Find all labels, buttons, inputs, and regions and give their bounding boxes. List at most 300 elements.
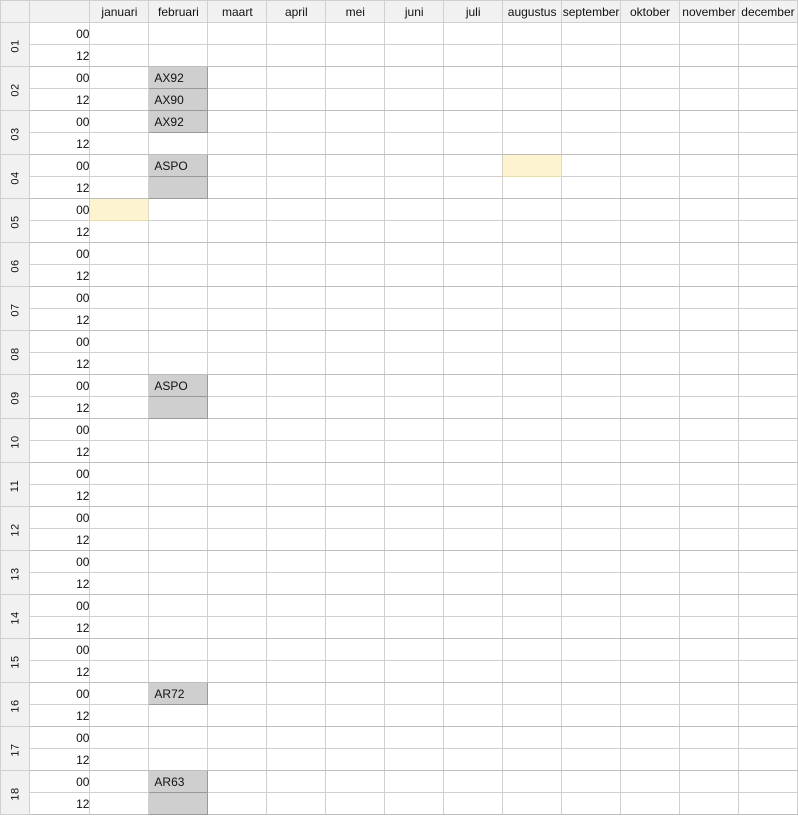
empty-cell[interactable] [738, 463, 797, 485]
empty-cell[interactable] [385, 705, 444, 727]
empty-cell[interactable] [738, 749, 797, 771]
grid-row[interactable] [1, 309, 798, 331]
header-month-september[interactable]: september [562, 1, 621, 23]
empty-cell[interactable] [621, 177, 680, 199]
empty-cell[interactable] [267, 243, 326, 265]
empty-cell[interactable] [562, 573, 621, 595]
empty-cell[interactable] [503, 617, 562, 639]
empty-cell[interactable] [326, 507, 385, 529]
grid-row[interactable] [1, 749, 798, 771]
empty-cell[interactable] [562, 661, 621, 683]
empty-cell[interactable] [208, 529, 267, 551]
empty-cell[interactable] [621, 529, 680, 551]
empty-cell[interactable] [326, 793, 385, 815]
empty-cell[interactable] [738, 287, 797, 309]
empty-cell[interactable] [385, 23, 444, 45]
empty-cell[interactable] [621, 595, 680, 617]
empty-cell[interactable] [444, 265, 503, 287]
empty-cell[interactable] [208, 89, 267, 111]
empty-cell[interactable] [738, 221, 797, 243]
empty-cell[interactable] [90, 23, 149, 45]
empty-cell[interactable] [503, 463, 562, 485]
empty-cell[interactable] [738, 309, 797, 331]
empty-cell[interactable] [680, 309, 739, 331]
empty-cell[interactable] [562, 309, 621, 331]
empty-cell[interactable] [738, 771, 797, 793]
empty-cell[interactable] [621, 683, 680, 705]
grid-row[interactable] [1, 771, 798, 793]
grid-row[interactable] [1, 639, 798, 661]
empty-cell[interactable] [90, 705, 149, 727]
empty-cell[interactable] [503, 331, 562, 353]
empty-cell[interactable] [680, 67, 739, 89]
event-cell[interactable]: ASPO [149, 155, 208, 177]
empty-cell[interactable] [444, 155, 503, 177]
empty-cell[interactable] [267, 155, 326, 177]
empty-cell[interactable] [208, 507, 267, 529]
empty-cell[interactable] [385, 485, 444, 507]
empty-cell[interactable] [267, 485, 326, 507]
empty-cell[interactable] [90, 353, 149, 375]
empty-cell[interactable] [621, 551, 680, 573]
empty-cell[interactable] [90, 89, 149, 111]
grid-row[interactable] [1, 375, 798, 397]
empty-cell[interactable] [326, 133, 385, 155]
empty-cell[interactable] [562, 199, 621, 221]
empty-cell[interactable] [621, 793, 680, 815]
header-month-april[interactable]: april [267, 1, 326, 23]
empty-cell[interactable] [680, 111, 739, 133]
empty-cell[interactable] [267, 23, 326, 45]
empty-cell[interactable] [680, 331, 739, 353]
empty-cell[interactable] [326, 661, 385, 683]
empty-cell[interactable] [503, 287, 562, 309]
empty-cell[interactable] [621, 67, 680, 89]
empty-cell[interactable] [562, 67, 621, 89]
empty-cell[interactable] [326, 331, 385, 353]
empty-cell[interactable] [267, 771, 326, 793]
grid-row[interactable] [1, 419, 798, 441]
empty-cell[interactable] [444, 617, 503, 639]
empty-cell[interactable] [385, 221, 444, 243]
empty-cell[interactable] [562, 749, 621, 771]
header-month-december[interactable]: december [738, 1, 797, 23]
empty-cell[interactable] [621, 23, 680, 45]
empty-cell[interactable] [90, 331, 149, 353]
empty-cell[interactable] [385, 265, 444, 287]
event-cell-continuation[interactable] [149, 793, 208, 815]
empty-cell[interactable] [738, 353, 797, 375]
grid-row[interactable] [1, 397, 798, 419]
empty-cell[interactable] [680, 287, 739, 309]
empty-cell[interactable] [90, 67, 149, 89]
empty-cell[interactable] [621, 639, 680, 661]
empty-cell[interactable] [680, 89, 739, 111]
empty-cell[interactable] [738, 111, 797, 133]
empty-cell[interactable] [385, 155, 444, 177]
empty-cell[interactable] [562, 375, 621, 397]
empty-cell[interactable] [385, 287, 444, 309]
empty-cell[interactable] [503, 639, 562, 661]
event-cell[interactable]: AX92 [149, 111, 208, 133]
empty-cell[interactable] [90, 309, 149, 331]
empty-cell[interactable] [621, 727, 680, 749]
empty-cell[interactable] [90, 793, 149, 815]
empty-cell[interactable] [90, 639, 149, 661]
empty-cell[interactable] [149, 133, 208, 155]
empty-cell[interactable] [738, 573, 797, 595]
empty-cell[interactable] [90, 727, 149, 749]
empty-cell[interactable] [680, 463, 739, 485]
empty-cell[interactable] [503, 507, 562, 529]
grid-row[interactable] [1, 155, 798, 177]
empty-cell[interactable] [444, 683, 503, 705]
empty-cell[interactable] [90, 617, 149, 639]
empty-cell[interactable] [385, 419, 444, 441]
empty-cell[interactable] [326, 397, 385, 419]
empty-cell[interactable] [208, 661, 267, 683]
empty-cell[interactable] [90, 221, 149, 243]
empty-cell[interactable] [326, 45, 385, 67]
empty-cell[interactable] [680, 243, 739, 265]
empty-cell[interactable] [149, 419, 208, 441]
grid-row[interactable] [1, 529, 798, 551]
empty-cell[interactable] [738, 683, 797, 705]
grid-row[interactable] [1, 23, 798, 45]
header-month-augustus[interactable]: augustus [503, 1, 562, 23]
empty-cell[interactable] [326, 89, 385, 111]
empty-cell[interactable] [738, 485, 797, 507]
empty-cell[interactable] [503, 177, 562, 199]
empty-cell[interactable] [385, 111, 444, 133]
empty-cell[interactable] [738, 177, 797, 199]
empty-cell[interactable] [503, 573, 562, 595]
empty-cell[interactable] [680, 661, 739, 683]
empty-cell[interactable] [680, 705, 739, 727]
empty-cell[interactable] [444, 485, 503, 507]
empty-cell[interactable] [267, 45, 326, 67]
empty-cell[interactable] [208, 375, 267, 397]
empty-cell[interactable] [621, 265, 680, 287]
empty-cell[interactable] [738, 705, 797, 727]
empty-cell[interactable] [621, 705, 680, 727]
empty-cell[interactable] [267, 89, 326, 111]
empty-cell[interactable] [621, 463, 680, 485]
grid-row[interactable] [1, 683, 798, 705]
grid-body[interactable] [1, 23, 798, 815]
empty-cell[interactable] [444, 133, 503, 155]
empty-cell[interactable] [267, 727, 326, 749]
empty-cell[interactable] [326, 595, 385, 617]
empty-cell[interactable] [208, 595, 267, 617]
empty-cell[interactable] [208, 419, 267, 441]
empty-cell[interactable] [444, 661, 503, 683]
empty-cell[interactable] [621, 749, 680, 771]
empty-cell[interactable] [326, 375, 385, 397]
empty-cell[interactable] [503, 375, 562, 397]
empty-cell[interactable] [385, 661, 444, 683]
empty-cell[interactable] [503, 793, 562, 815]
empty-cell[interactable] [208, 67, 267, 89]
empty-cell[interactable] [444, 331, 503, 353]
empty-cell[interactable] [738, 595, 797, 617]
grid-row[interactable] [1, 331, 798, 353]
empty-cell[interactable] [326, 155, 385, 177]
empty-cell[interactable] [326, 485, 385, 507]
empty-cell[interactable] [503, 89, 562, 111]
empty-cell[interactable] [738, 419, 797, 441]
empty-cell[interactable] [267, 353, 326, 375]
empty-cell[interactable] [738, 331, 797, 353]
empty-cell[interactable] [621, 45, 680, 67]
empty-cell[interactable] [621, 441, 680, 463]
empty-cell[interactable] [680, 23, 739, 45]
empty-cell[interactable] [503, 397, 562, 419]
empty-cell[interactable] [738, 23, 797, 45]
empty-cell[interactable] [326, 67, 385, 89]
empty-cell[interactable] [444, 111, 503, 133]
empty-cell[interactable] [621, 771, 680, 793]
empty-cell[interactable] [208, 639, 267, 661]
empty-cell[interactable] [680, 793, 739, 815]
empty-cell[interactable] [149, 287, 208, 309]
empty-cell[interactable] [267, 375, 326, 397]
empty-cell[interactable] [90, 397, 149, 419]
empty-cell[interactable] [444, 705, 503, 727]
empty-cell[interactable] [90, 463, 149, 485]
empty-cell[interactable] [503, 771, 562, 793]
empty-cell[interactable] [444, 221, 503, 243]
empty-cell[interactable] [326, 727, 385, 749]
event-cell[interactable]: AR72 [149, 683, 208, 705]
empty-cell[interactable] [149, 573, 208, 595]
empty-cell[interactable] [738, 793, 797, 815]
empty-cell[interactable] [503, 551, 562, 573]
header-month-november[interactable]: november [680, 1, 739, 23]
empty-cell[interactable] [738, 551, 797, 573]
empty-cell[interactable] [149, 331, 208, 353]
empty-cell[interactable] [680, 155, 739, 177]
empty-cell[interactable] [444, 749, 503, 771]
empty-cell[interactable] [680, 683, 739, 705]
empty-cell[interactable] [738, 265, 797, 287]
empty-cell[interactable] [385, 177, 444, 199]
empty-cell[interactable] [562, 221, 621, 243]
empty-cell[interactable] [326, 639, 385, 661]
empty-cell[interactable] [444, 595, 503, 617]
empty-cell[interactable] [503, 661, 562, 683]
empty-cell[interactable] [621, 287, 680, 309]
empty-cell[interactable] [90, 133, 149, 155]
empty-cell[interactable] [385, 727, 444, 749]
empty-cell[interactable] [267, 529, 326, 551]
empty-cell[interactable] [621, 661, 680, 683]
empty-cell[interactable] [444, 463, 503, 485]
grid-row[interactable] [1, 441, 798, 463]
empty-cell[interactable] [90, 573, 149, 595]
empty-cell[interactable] [326, 221, 385, 243]
empty-cell[interactable] [149, 353, 208, 375]
empty-cell[interactable] [149, 309, 208, 331]
empty-cell[interactable] [562, 45, 621, 67]
empty-cell[interactable] [90, 661, 149, 683]
empty-cell[interactable] [267, 617, 326, 639]
empty-cell[interactable] [149, 727, 208, 749]
empty-cell[interactable] [562, 353, 621, 375]
grid-row[interactable] [1, 353, 798, 375]
empty-cell[interactable] [680, 177, 739, 199]
empty-cell[interactable] [326, 463, 385, 485]
empty-cell[interactable] [149, 199, 208, 221]
grid-row[interactable] [1, 507, 798, 529]
empty-cell[interactable] [208, 155, 267, 177]
empty-cell[interactable] [90, 683, 149, 705]
empty-cell[interactable] [503, 265, 562, 287]
empty-cell[interactable] [208, 45, 267, 67]
empty-cell[interactable] [90, 529, 149, 551]
empty-cell[interactable] [680, 353, 739, 375]
grid-row[interactable] [1, 243, 798, 265]
empty-cell[interactable] [738, 199, 797, 221]
empty-cell[interactable] [267, 331, 326, 353]
empty-cell[interactable] [267, 793, 326, 815]
empty-cell[interactable] [326, 441, 385, 463]
empty-cell[interactable] [326, 683, 385, 705]
empty-cell[interactable] [267, 287, 326, 309]
empty-cell[interactable] [562, 639, 621, 661]
empty-cell[interactable] [680, 199, 739, 221]
grid-row[interactable] [1, 133, 798, 155]
empty-cell[interactable] [267, 199, 326, 221]
empty-cell[interactable] [444, 727, 503, 749]
empty-cell[interactable] [208, 265, 267, 287]
empty-cell[interactable] [621, 89, 680, 111]
empty-cell[interactable] [267, 463, 326, 485]
empty-cell[interactable] [621, 243, 680, 265]
empty-cell[interactable] [738, 133, 797, 155]
empty-cell[interactable] [621, 199, 680, 221]
empty-cell[interactable] [680, 551, 739, 573]
grid-row[interactable] [1, 793, 798, 815]
empty-cell[interactable] [385, 67, 444, 89]
empty-cell[interactable] [738, 441, 797, 463]
empty-cell[interactable] [267, 441, 326, 463]
empty-cell[interactable] [208, 441, 267, 463]
empty-cell[interactable] [738, 529, 797, 551]
empty-cell[interactable] [385, 243, 444, 265]
empty-cell[interactable] [208, 397, 267, 419]
empty-cell[interactable] [90, 177, 149, 199]
empty-cell[interactable] [149, 441, 208, 463]
empty-cell[interactable] [385, 133, 444, 155]
empty-cell[interactable] [385, 45, 444, 67]
empty-cell[interactable] [267, 419, 326, 441]
empty-cell[interactable] [385, 463, 444, 485]
empty-cell[interactable] [90, 419, 149, 441]
empty-cell[interactable] [385, 793, 444, 815]
empty-cell[interactable] [326, 419, 385, 441]
event-cell[interactable]: AR63 [149, 771, 208, 793]
empty-cell[interactable] [149, 639, 208, 661]
empty-cell[interactable] [444, 397, 503, 419]
empty-cell[interactable] [208, 573, 267, 595]
empty-cell[interactable] [90, 265, 149, 287]
empty-cell[interactable] [680, 45, 739, 67]
empty-cell[interactable] [562, 705, 621, 727]
empty-cell[interactable] [149, 529, 208, 551]
event-cell-continuation[interactable] [149, 397, 208, 419]
empty-cell[interactable] [738, 617, 797, 639]
empty-cell[interactable] [208, 683, 267, 705]
empty-cell[interactable] [621, 155, 680, 177]
empty-cell[interactable] [90, 551, 149, 573]
empty-cell[interactable] [267, 551, 326, 573]
empty-cell[interactable] [621, 375, 680, 397]
empty-cell[interactable] [149, 463, 208, 485]
header-month-oktober[interactable]: oktober [621, 1, 680, 23]
empty-cell[interactable] [562, 529, 621, 551]
empty-cell[interactable] [562, 177, 621, 199]
empty-cell[interactable] [326, 265, 385, 287]
empty-cell[interactable] [444, 573, 503, 595]
empty-cell[interactable] [385, 375, 444, 397]
empty-cell[interactable] [503, 111, 562, 133]
empty-cell[interactable] [149, 705, 208, 727]
empty-cell[interactable] [149, 595, 208, 617]
grid-row[interactable] [1, 89, 798, 111]
empty-cell[interactable] [503, 485, 562, 507]
empty-cell[interactable] [385, 529, 444, 551]
empty-cell[interactable] [503, 45, 562, 67]
empty-cell[interactable] [503, 133, 562, 155]
empty-cell[interactable] [444, 419, 503, 441]
empty-cell[interactable] [208, 793, 267, 815]
empty-cell[interactable] [326, 749, 385, 771]
empty-cell[interactable] [385, 595, 444, 617]
empty-cell[interactable] [385, 507, 444, 529]
empty-cell[interactable] [444, 771, 503, 793]
empty-cell[interactable] [208, 705, 267, 727]
empty-cell[interactable] [267, 309, 326, 331]
empty-cell[interactable] [621, 133, 680, 155]
empty-cell[interactable] [738, 155, 797, 177]
empty-cell[interactable] [680, 419, 739, 441]
empty-cell[interactable] [326, 551, 385, 573]
empty-cell[interactable] [738, 375, 797, 397]
empty-cell[interactable] [680, 485, 739, 507]
empty-cell[interactable] [208, 199, 267, 221]
header-month-maart[interactable]: maart [208, 1, 267, 23]
empty-cell[interactable] [149, 551, 208, 573]
grid-row[interactable] [1, 221, 798, 243]
empty-cell[interactable] [738, 67, 797, 89]
empty-cell[interactable] [326, 111, 385, 133]
empty-cell[interactable] [208, 353, 267, 375]
empty-cell[interactable] [90, 111, 149, 133]
empty-cell[interactable] [444, 375, 503, 397]
empty-cell[interactable] [503, 595, 562, 617]
empty-cell[interactable] [149, 221, 208, 243]
empty-cell[interactable] [621, 353, 680, 375]
empty-cell[interactable] [326, 771, 385, 793]
empty-cell[interactable] [680, 507, 739, 529]
empty-cell[interactable] [267, 177, 326, 199]
empty-cell[interactable] [149, 661, 208, 683]
empty-cell[interactable] [208, 177, 267, 199]
event-cell[interactable]: AX92 [149, 67, 208, 89]
empty-cell[interactable] [267, 397, 326, 419]
event-cell[interactable]: AX90 [149, 89, 208, 111]
